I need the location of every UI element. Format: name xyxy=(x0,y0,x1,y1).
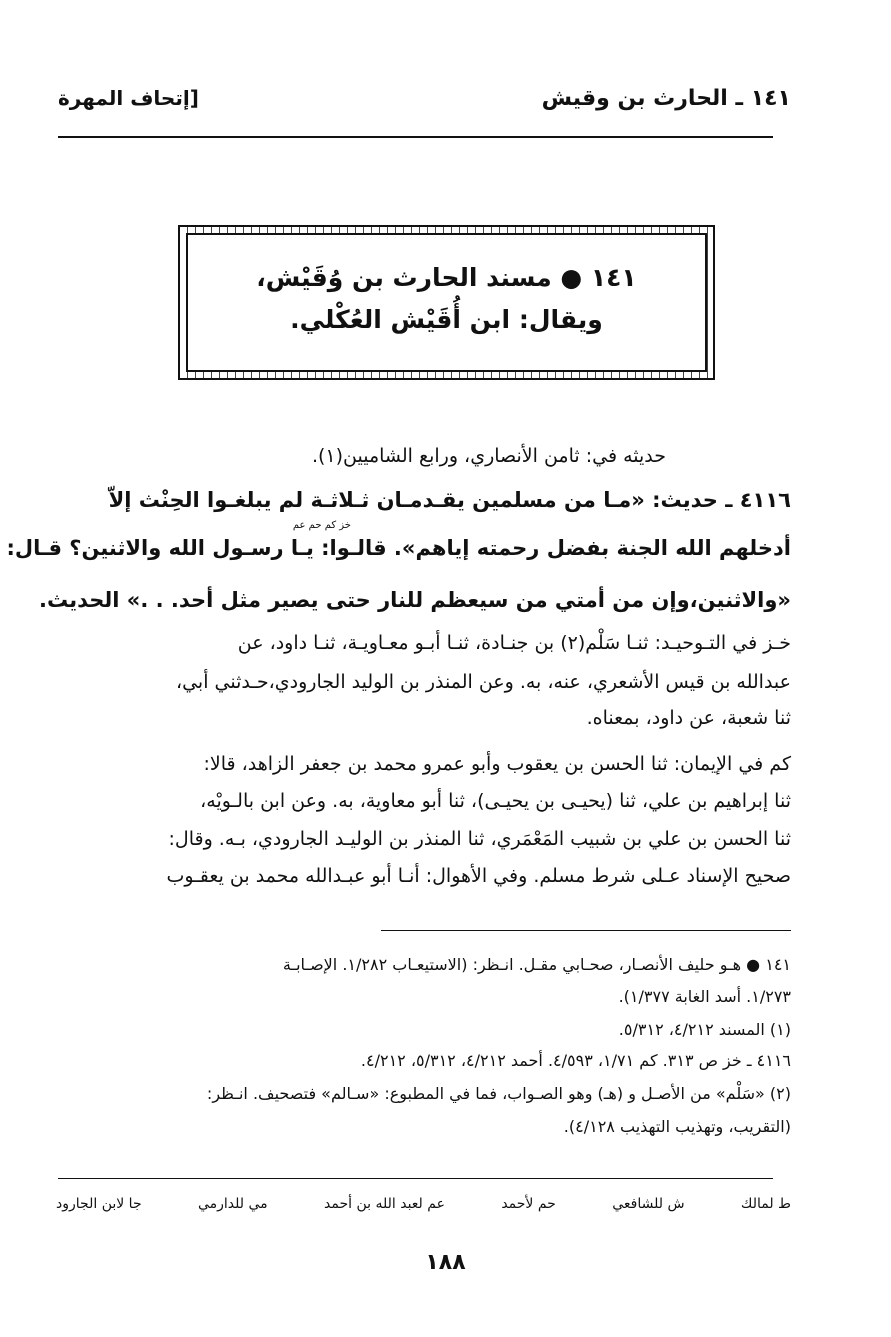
page-number: ١٨٨ xyxy=(425,1250,466,1275)
footnote-separator xyxy=(381,930,791,931)
sigla-legend xyxy=(56,1196,791,1212)
legend-item: مي للدارمي xyxy=(197,1196,268,1212)
hadith-symbols: خز كم حم عم xyxy=(292,520,351,531)
footnote-line: (١) المسند ٤/٢١٢، ٥/٣١٢. xyxy=(618,1020,791,1039)
running-header-title: ١٤١ ـ الحارث بن وقيش xyxy=(541,86,791,111)
para2-line4: صحيح الإسناد عـلى شرط مسلم. وفي الأهوال: أنـا أبو عبـدالله محمد بن يعقـوب xyxy=(166,865,791,887)
legend-item: ط لمالك xyxy=(740,1196,791,1212)
footnote-line: ١/٢٧٣. أسد الغابة ١/٣٧٧). xyxy=(618,987,791,1006)
footnote-line: ١٤١ ● هـو حليف الأنصـار، صحـابي مقـل. انـظر: (الاستيعـاب ١/٢٨٢. الإصـابـة xyxy=(282,955,791,974)
footnote-line: (التقريب، وتهذيب التهذيب ٤/١٢٨). xyxy=(563,1117,791,1136)
footnote-line: (٢) «سَلْم» من الأصـل و (هـ) وهو الصـواب، فما في المطبوع: «سـالم» فتصحيف. انـظر: xyxy=(206,1084,791,1103)
header-rule xyxy=(58,136,773,138)
para1-line2: عبدالله بن قيس الأشعري، عنه، به. وعن المنذر بن الوليد الجارودي،حـدثني أبي، xyxy=(175,671,791,693)
hadith-line2: أدخلهم الله الجنة بفضل رحمته إياهم». قالـوا: يـا رسـول الله والاثنين؟ قـال: xyxy=(6,536,791,560)
intro-line: حديثه في: ثامن الأنصاري، ورابع الشاميين(١). xyxy=(311,445,666,467)
footnote-line: ٤١١٦ ـ خز ص ٣١٣. كم ١/٧١، ٤/٥٩٣. أحمد ٤/٢١٢، ٥/٣١٢، ٤/٢١٢. xyxy=(360,1051,791,1070)
hadith-line1: ٤١١٦ ـ حديث: «مـا من مسلمين يقـدمـان ثـلاثـة لم يبلغـوا الحِنْث إلاّ xyxy=(108,488,791,512)
legend-item: جا لابن الجارود xyxy=(56,1196,142,1212)
para2-line2: ثنا إبراهيم بن علي، ثنا (يحيـى بن يحيـى)، ثنا أبو معاوية، به. وعن ابن بالـويْه، xyxy=(200,790,791,812)
section-title-inner xyxy=(186,233,707,372)
para1-line1: خـز في التـوحيـد: ثنـا سَلْم(٢) بن جنـادة، ثنـا أبـو معـاويـة، ثنـا داود، عن xyxy=(237,632,791,654)
para2-line1: كم في الإيمان: ثنا الحسن بن يعقوب وأبو عمرو محمد بن جعفر الزاهد، قالا: xyxy=(203,753,791,775)
hadith-line3: «والاثنين،وإن من أمتي من سيعظم للنار حتى يصير مثل أحد. . .» الحديث. xyxy=(39,588,791,612)
legend-item: عم لعبد الله بن أحمد xyxy=(324,1196,445,1212)
section-title-frame xyxy=(178,225,715,380)
section-title-line2: ويقال: ابن أُقَيْش العُكْلي. xyxy=(290,305,603,334)
legend-item: ش للشافعي xyxy=(612,1196,685,1212)
running-header-book: [إتحاف المهرة xyxy=(58,86,199,110)
section-title-line1: ١٤١ ● مسند الحارث بن وُقَيْش، xyxy=(256,263,637,292)
legend-rule xyxy=(58,1178,773,1179)
para1-line3: ثنا شعبة، عن داود، بمعناه. xyxy=(586,707,791,729)
legend-item: حم لأحمد xyxy=(501,1196,556,1212)
para2-line3: ثنا الحسن بن علي بن شبيب المَعْمَري، ثنا المنذر بن الوليـد الجارودي، بـه. وقال: xyxy=(168,828,791,850)
